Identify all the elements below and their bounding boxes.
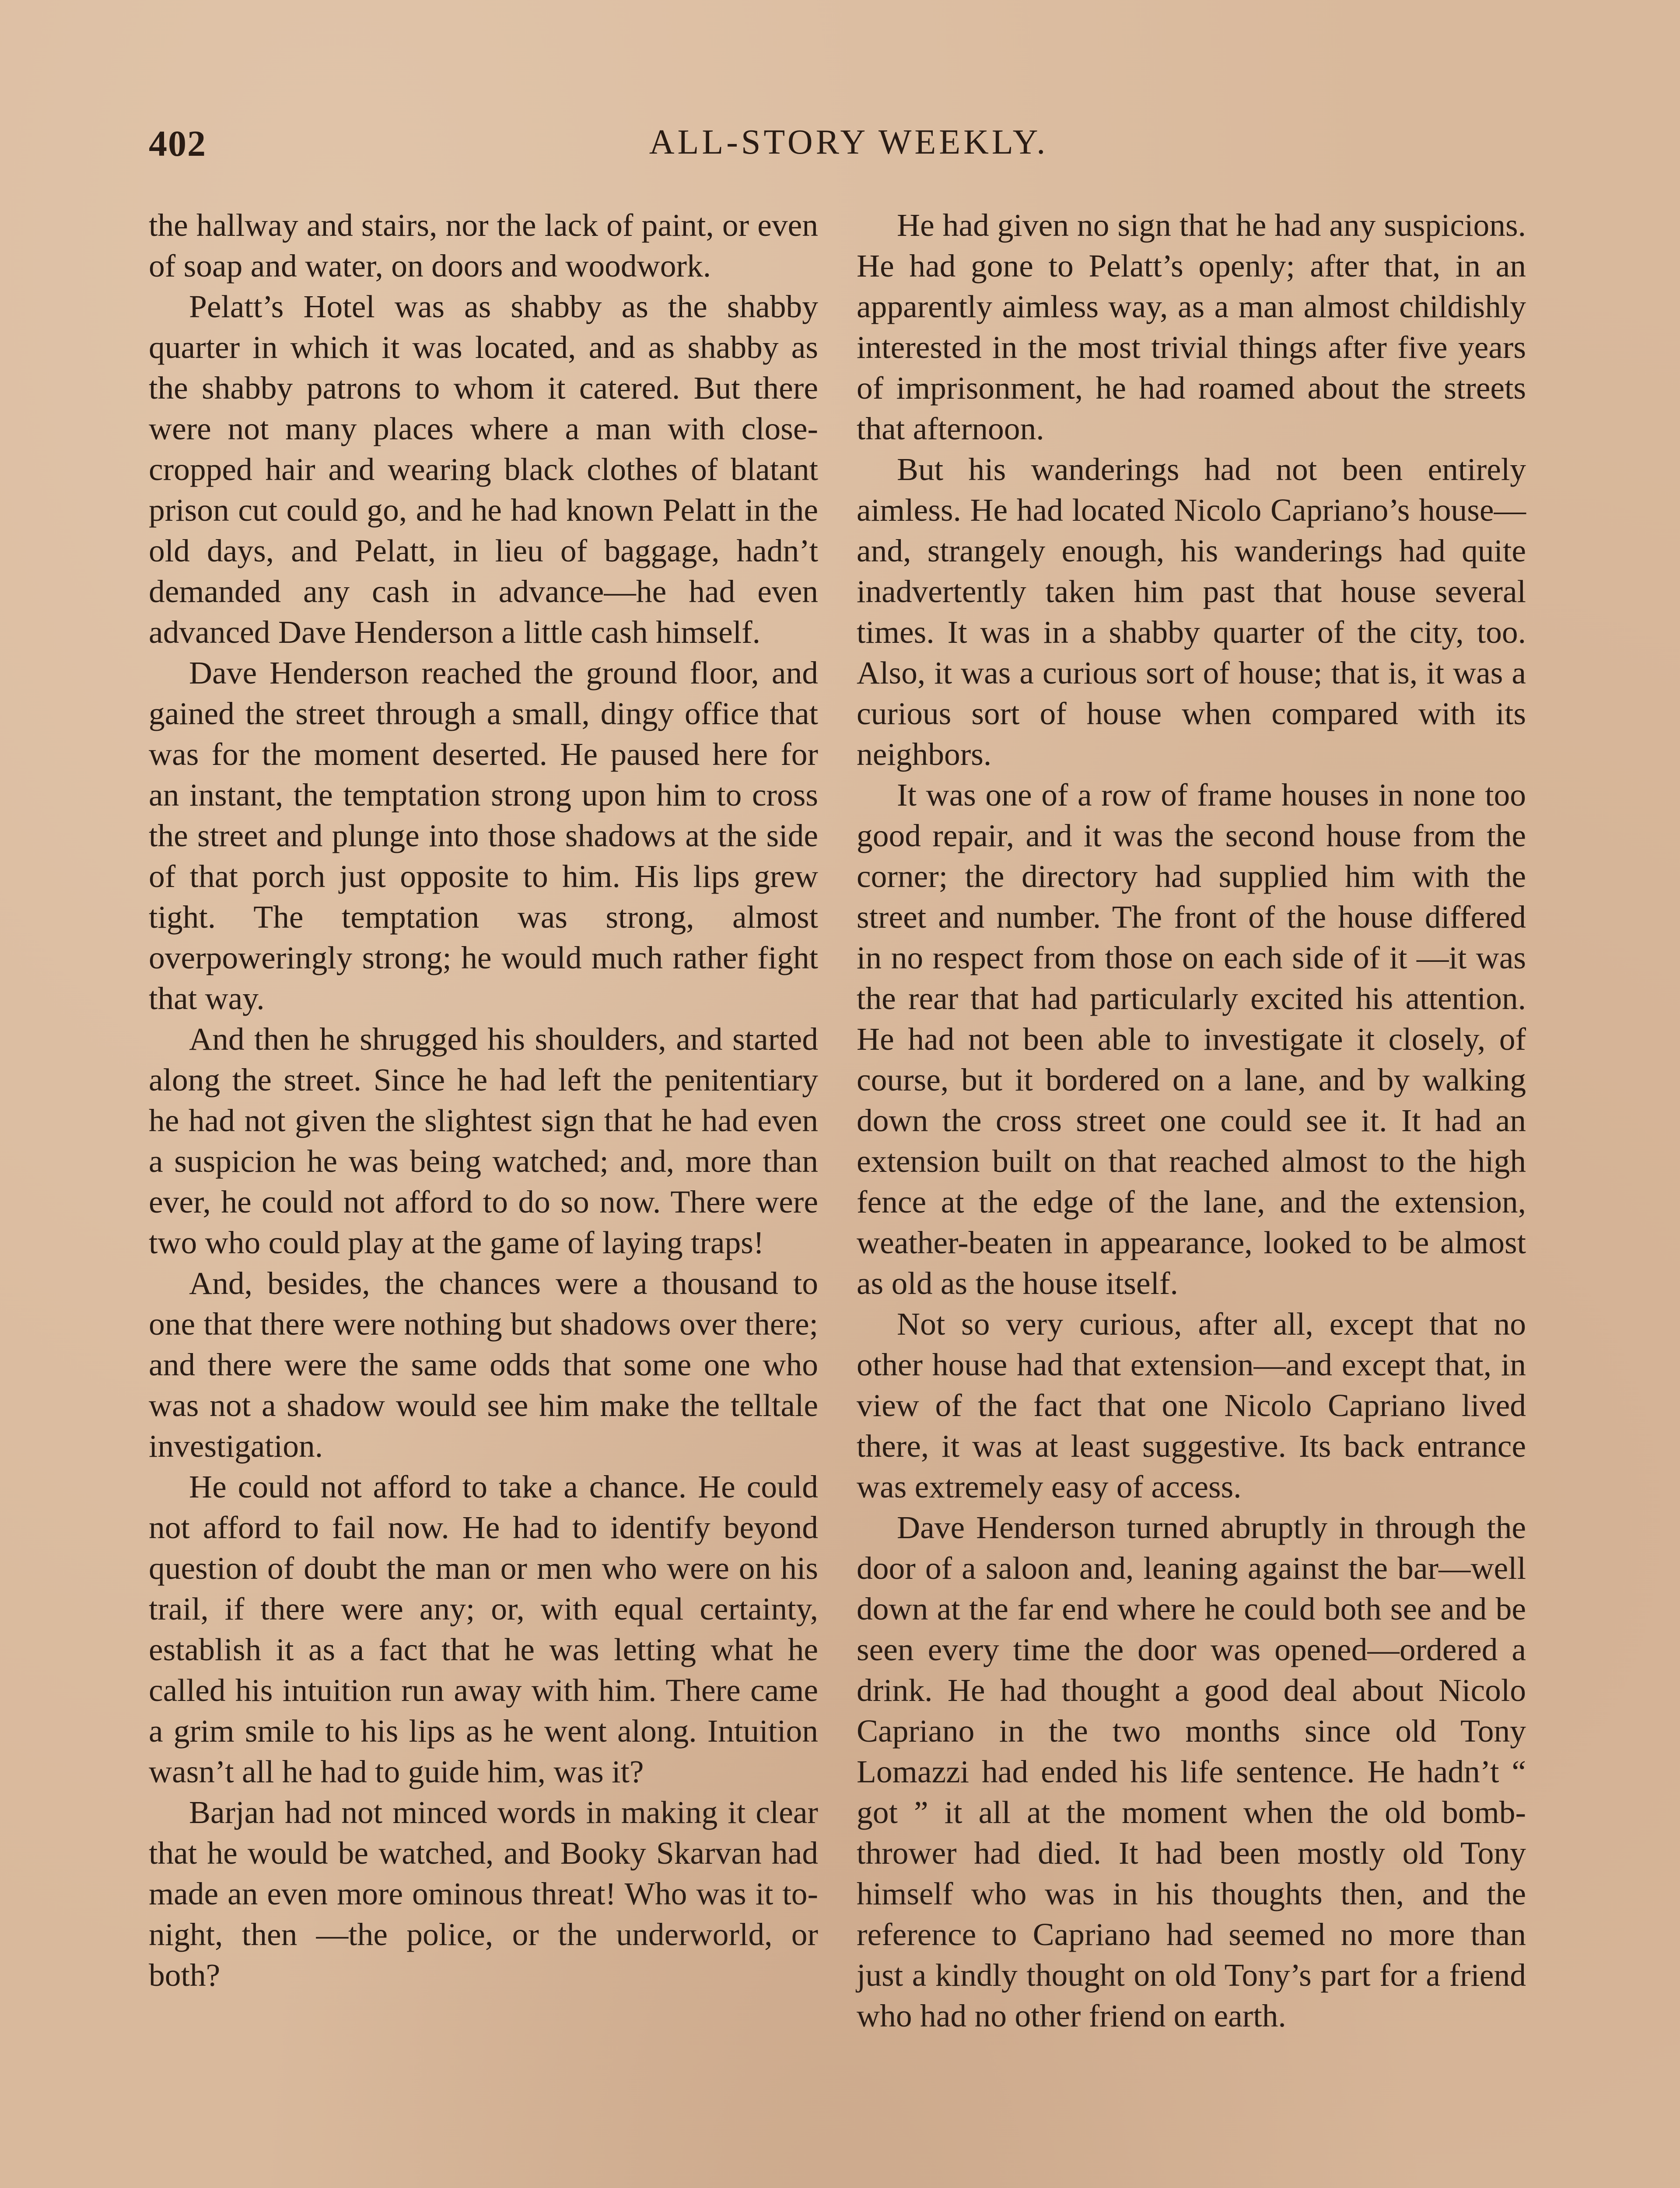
paragraph: Dave Henderson reached the ground floor, and gained the street through a small, dingy office that was for the moment deserted. He paused here for an instant, the temptation strong upon him to cross the street and plunge into those shadows at the side of that porch just opposite to him. His lips grew tight. The temptation was strong, almost overpoweringly strong; he would much rather fight that way. [149,655,818,1016]
page-header [149,123,1549,175]
paragraph: Barjan had not minced words in making it clear that he would be watched, and Booky Skarvan had made an even more ominous threat! Who was it to-night, then —the police, or the underworld, or both? [149,1795,818,1993]
paragraph: the hallway and stairs, nor the lack of paint, or even of soap and water, on doors and woodwork. [149,207,818,284]
paragraph: It was one of a row of frame houses in none too good repair, and it was the second house from the corner; the directory had supplied him with the street and number. The front of the house differed in no respect from those on each side of it —it was the rear that had particularly excited his attention. He had not been able to investigate it closely, of course, but it bordered on a lane, and by walking down the cross street one could see it. It had an extension built on that reached almost to the high fence at the edge of the lane, and the extension, weather-beaten in appearance, looked to be almost as old as the house itself. [857,777,1526,1301]
left-column [149,205,818,1995]
paragraph: But his wanderings had not been entirely aimless. He had located Nicolo Capriano’s house—and, strangely enough, his wanderings had quite inadvertently taken him past that house several times. It was in a shabby quarter of the city, too. Also, it was a curious sort of house; that is, it was a curious sort of house when compared with its neighbors. [857,452,1526,772]
paragraph: And then he shrugged his shoulders, and started along the street. Since he had left the penitentiary he had not given the slightest sign that he had even a suspicion he was being watched; and, more than ever, he could not afford to do so now. There were two who could play at the game of laying traps! [149,1021,818,1260]
paragraph: He could not afford to take a chance. He could not afford to fail now. He had to identify beyond question of doubt the man or men who were on his trail, if there were any; or, with equal certainty, establish it as a fact that he was letting what he called his intuition run away with him. There came a grim smile to his lips as he went along. Intuition wasn’t all he had to guide him, was it? [149,1469,818,1789]
paragraph: And, besides, the chances were a thousand to one that there were nothing but shadows over there; and there were the same odds that some one who was not a shadow would see him make the telltale investigation. [149,1266,818,1464]
paragraph: Pelatt’s Hotel was as shabby as the shabby quarter in which it was located, and as shabby as the shabby patrons to whom it catered. But there were not many places where a man with close-cropped hair and wearing black clothes of blatant prison cut could go, and he had known Pelatt in the old days, and Pelatt, in lieu of baggage, hadn’t demanded any cash in advance—he had even advanced Dave Henderson a little cash himself. [149,289,818,650]
running-title: ALL-STORY WEEKLY. [649,123,1049,161]
right-column [857,205,1526,2036]
page-number: 402 [149,123,206,164]
paragraph: Dave Henderson turned abruptly in through the door of a saloon and, leaning against the bar—well down at the far end where he could both see and be seen every time the door was opened—ordered a drink. He had thought a good deal about Nicolo Capriano in the two months since old Tony Lomazzi had ended his life sentence. He hadn’t “ got ” it all at the moment when the old bomb-thrower had died. It had been mostly old Tony himself who was in his thoughts then, and the reference to Capriano had seemed no more than just a kindly thought on old Tony’s part for a friend who had no other friend on earth. [857,1510,1526,2034]
paragraph: Not so very curious, after all, except that no other house had that extension—and except that, in view of the fact that one Nicolo Capriano lived there, it was at least suggestive. Its back entrance was extremely easy of access. [857,1306,1526,1504]
paragraph: He had given no sign that he had any suspicions. He had gone to Pelatt’s openly; after that, in an apparently aimless way, as a man almost childishly interested in the most trivial things after five years of imprisonment, he had roamed about the streets that afternoon. [857,207,1526,446]
